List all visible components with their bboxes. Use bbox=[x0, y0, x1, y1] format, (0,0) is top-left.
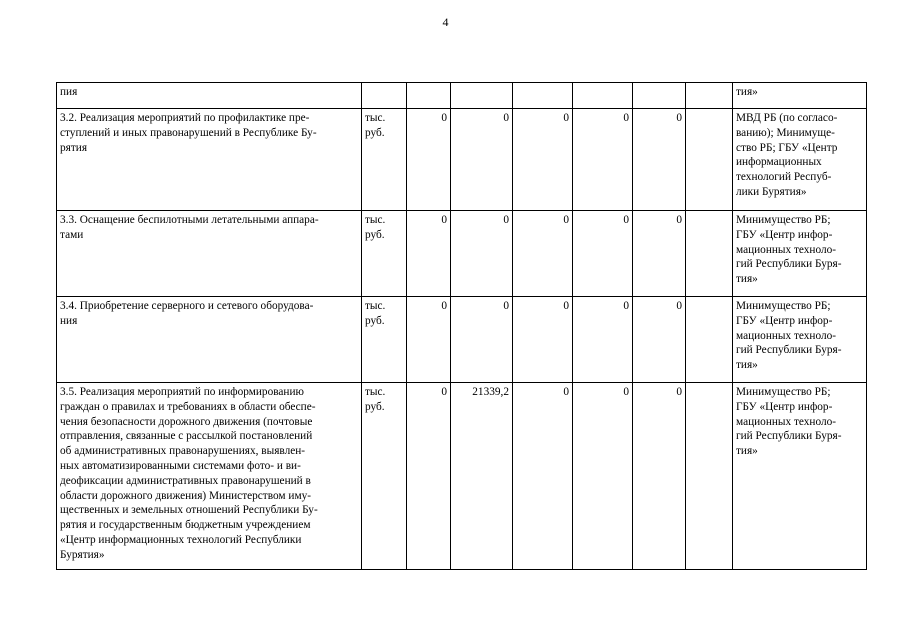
executor-text: Минимущество РБ; ГБУ «Центр инфор- мационных техноло- гий Республики Буря- тия» bbox=[736, 300, 842, 372]
value-cell: 0 bbox=[451, 297, 513, 383]
value-cell: 0 bbox=[407, 383, 451, 570]
measure-name: пия bbox=[60, 86, 78, 98]
value-cell bbox=[451, 83, 513, 109]
unit-text: тыс. руб. bbox=[365, 300, 386, 327]
page-number: 4 bbox=[442, 15, 449, 29]
measure-name-cell bbox=[57, 297, 362, 383]
unit-cell bbox=[362, 297, 407, 383]
unit-text: тыс. руб. bbox=[365, 112, 386, 139]
table-row bbox=[57, 297, 867, 383]
measure-name-cell bbox=[57, 83, 362, 109]
program-measures-table bbox=[56, 82, 867, 570]
empty-cell bbox=[686, 83, 733, 109]
value-cell: 0 bbox=[633, 211, 686, 297]
unit-cell bbox=[362, 211, 407, 297]
value-cell: 21339,2 bbox=[451, 383, 513, 570]
empty-cell bbox=[686, 211, 733, 297]
unit-text: тыс. руб. bbox=[365, 386, 386, 413]
value-cell: 0 bbox=[633, 383, 686, 570]
executor-text: тия» bbox=[736, 86, 758, 98]
value-cell: 0 bbox=[513, 109, 573, 211]
measure-name: 3.2. Реализация мероприятий по профилактике пре- ступлений и иных правонарушений в Республике Бу- рятия bbox=[60, 112, 317, 154]
empty-cell bbox=[686, 383, 733, 570]
value-cell: 0 bbox=[573, 109, 633, 211]
executor-cell bbox=[733, 211, 867, 297]
empty-cell bbox=[686, 297, 733, 383]
executor-cell bbox=[733, 383, 867, 570]
unit-cell bbox=[362, 383, 407, 570]
value-cell: 0 bbox=[633, 109, 686, 211]
measure-name: 3.3. Оснащение беспилотными летательными аппара- тами bbox=[60, 214, 319, 241]
table-row bbox=[57, 211, 867, 297]
value-cell: 0 bbox=[407, 109, 451, 211]
value-cell: 0 bbox=[407, 211, 451, 297]
value-cell bbox=[633, 83, 686, 109]
value-cell bbox=[573, 83, 633, 109]
executor-text: Минимущество РБ; ГБУ «Центр инфор- мационных техноло- гий Республики Буря- тия» bbox=[736, 386, 842, 458]
value-cell bbox=[513, 83, 573, 109]
value-cell: 0 bbox=[633, 297, 686, 383]
measure-name: 3.4. Приобретение серверного и сетевого оборудова- ния bbox=[60, 300, 314, 327]
empty-cell bbox=[686, 109, 733, 211]
measure-name: 3.5. Реализация мероприятий по информированию граждан о правилах и требованиях в области обеспе- чения безопасности дорожного движения (почтовые отправления, связанные с рассылкой постановлений об административных правонарушениях, выявлен- ных автоматизированными системами фото- и ви- деофиксации административных правонарушений в области дорожного движения) Министерством иму- щественных и земельных отношений Республики Бу- рятия и государственным бюджетным учреждением «Центр информационных технологий Республики Бурятия» bbox=[60, 386, 318, 561]
value-cell: 0 bbox=[451, 109, 513, 211]
measure-name-cell bbox=[57, 383, 362, 570]
executor-cell bbox=[733, 83, 867, 109]
value-cell: 0 bbox=[407, 297, 451, 383]
value-cell: 0 bbox=[573, 297, 633, 383]
value-cell: 0 bbox=[513, 211, 573, 297]
table-row-continuation bbox=[57, 83, 867, 109]
measure-name-cell bbox=[57, 109, 362, 211]
executor-cell bbox=[733, 297, 867, 383]
executor-cell bbox=[733, 109, 867, 211]
value-cell: 0 bbox=[573, 211, 633, 297]
value-cell bbox=[407, 83, 451, 109]
table-row bbox=[57, 383, 867, 570]
unit-text: тыс. руб. bbox=[365, 214, 386, 241]
value-cell: 0 bbox=[513, 383, 573, 570]
unit-cell bbox=[362, 109, 407, 211]
executor-text: МВД РБ (по согласо- ванию); Минимуще- ство РБ; ГБУ «Центр информационных технологий Респуб- лики Бурятия» bbox=[736, 112, 838, 198]
value-cell: 0 bbox=[513, 297, 573, 383]
value-cell: 0 bbox=[573, 383, 633, 570]
executor-text: Минимущество РБ; ГБУ «Центр инфор- мационных техноло- гий Республики Буря- тия» bbox=[736, 214, 842, 286]
value-cell: 0 bbox=[451, 211, 513, 297]
table-row bbox=[57, 109, 867, 211]
measure-name-cell bbox=[57, 211, 362, 297]
unit-cell bbox=[362, 83, 407, 109]
